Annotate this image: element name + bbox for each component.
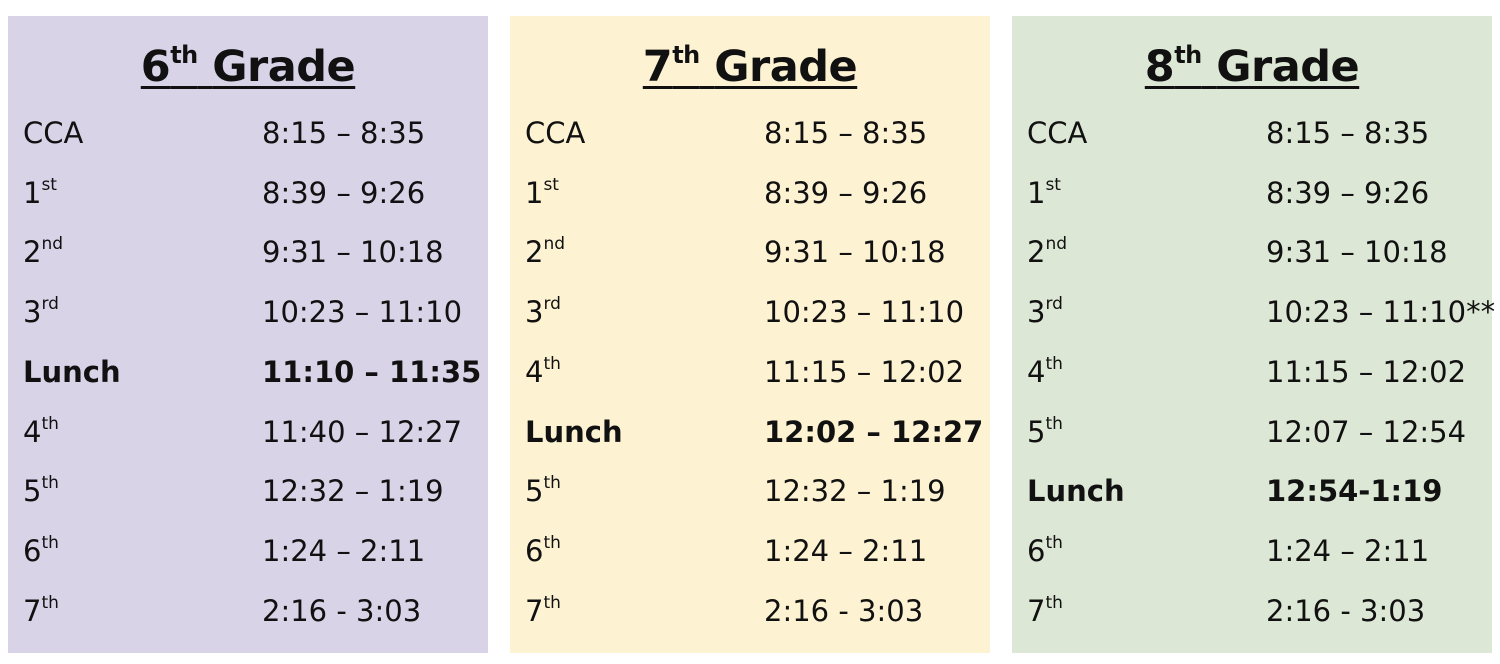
period-name: 3 (1027, 295, 1046, 330)
period-label (1027, 521, 1063, 581)
grade-panel-6 (8, 16, 488, 653)
period-label (23, 402, 59, 462)
period-row (8, 402, 488, 462)
period-time: 2:16 - 3:03 (262, 593, 422, 628)
period-label (525, 282, 561, 342)
period-row (1012, 222, 1492, 282)
grade-panel-7 (510, 16, 990, 653)
period-row (510, 521, 990, 581)
period-row (1012, 163, 1492, 223)
period-time: 10:23 – 11:10 (764, 295, 965, 330)
period-row (8, 461, 488, 521)
period-name: 5 (1027, 414, 1046, 449)
period-label (525, 103, 585, 163)
period-ordinal-suffix: nd (41, 234, 64, 255)
period-name: 7 (525, 593, 544, 628)
grade-number: 7 (642, 42, 673, 92)
period-ordinal-suffix: th (41, 473, 59, 494)
period-name: Lunch (23, 354, 121, 389)
period-label (23, 282, 59, 342)
period-ordinal-suffix: st (543, 174, 559, 195)
period-label (23, 222, 63, 282)
period-row (1012, 282, 1496, 342)
period-ordinal-suffix: nd (1045, 234, 1068, 255)
period-row (1012, 521, 1492, 581)
period-ordinal-suffix: rd (543, 294, 561, 315)
period-name: Lunch (525, 414, 623, 449)
period-label (525, 222, 565, 282)
period-row (510, 222, 990, 282)
grade-ordinal-suffix: th (672, 41, 700, 69)
grade-title (1012, 41, 1492, 92)
period-row (8, 163, 488, 223)
period-name: 1 (525, 175, 544, 210)
period-name: 5 (23, 474, 42, 509)
period-name: 1 (1027, 175, 1046, 210)
period-time: 8:15 – 8:35 (1266, 116, 1430, 150)
period-label (1027, 103, 1087, 163)
period-time: 9:31 – 10:18 (262, 235, 444, 270)
period-time: 11:15 – 12:02 (1266, 354, 1467, 389)
period-row (1012, 461, 1492, 521)
period-label (1027, 461, 1125, 521)
grade-number: 8 (1144, 42, 1175, 92)
period-time: 8:15 – 8:35 (262, 116, 426, 150)
grade-panel-8 (1012, 16, 1496, 653)
period-label (1027, 163, 1061, 223)
period-name: 4 (1027, 354, 1046, 389)
period-name: 2 (525, 235, 544, 270)
period-name: 3 (525, 295, 544, 330)
period-name: 6 (23, 533, 42, 568)
period-ordinal-suffix: rd (1045, 294, 1063, 315)
grade-word: Grade (212, 42, 356, 92)
period-row (8, 103, 488, 163)
period-ordinal-suffix: th (41, 532, 59, 553)
period-time: 8:39 – 9:26 (262, 175, 426, 210)
period-name: 6 (1027, 533, 1046, 568)
period-label (525, 163, 559, 223)
period-row (510, 581, 990, 641)
grade-number: 6 (140, 42, 171, 92)
period-ordinal-suffix: th (543, 473, 561, 494)
period-label (1027, 282, 1063, 342)
period-time: 1:24 – 2:11 (764, 533, 928, 568)
period-row (8, 222, 488, 282)
period-label (23, 163, 57, 223)
period-label (525, 581, 561, 641)
period-row (8, 581, 488, 641)
period-label (1027, 222, 1067, 282)
period-label (525, 461, 561, 521)
period-name: 7 (23, 593, 42, 628)
period-ordinal-suffix: rd (41, 294, 59, 315)
period-name: 4 (23, 414, 42, 449)
period-label (23, 342, 121, 402)
period-label (525, 402, 623, 462)
period-time: 10:23 – 11:10** (1266, 295, 1496, 330)
grade-title (510, 41, 990, 92)
period-row (1012, 103, 1492, 163)
grade-ordinal-suffix: th (170, 41, 198, 69)
period-name: 7 (1027, 593, 1046, 628)
period-label (23, 461, 59, 521)
period-ordinal-suffix: th (41, 413, 59, 434)
period-name: 5 (525, 474, 544, 509)
period-name: 4 (525, 354, 544, 389)
period-time: 8:15 – 8:35 (764, 116, 928, 150)
period-name: Lunch (1027, 474, 1125, 509)
period-time: 12:02 – 12:27 (764, 414, 984, 449)
period-ordinal-suffix: th (543, 592, 561, 613)
period-time: 10:23 – 11:10 (262, 295, 463, 330)
grade-title (8, 41, 488, 92)
period-time: 8:39 – 9:26 (764, 175, 928, 210)
period-label (525, 342, 561, 402)
period-row (8, 521, 488, 581)
period-time: 11:40 – 12:27 (262, 414, 463, 449)
period-name: 3 (23, 295, 42, 330)
period-label (1027, 581, 1063, 641)
period-name: 2 (1027, 235, 1046, 270)
period-name: 6 (525, 533, 544, 568)
period-time: 11:10 – 11:35 (262, 354, 482, 389)
period-label (23, 521, 59, 581)
period-row (510, 103, 990, 163)
period-ordinal-suffix: nd (543, 234, 566, 255)
period-time: 2:16 - 3:03 (764, 593, 924, 628)
period-ordinal-suffix: st (41, 174, 57, 195)
period-time: 1:24 – 2:11 (262, 533, 426, 568)
period-time: 2:16 - 3:03 (1266, 593, 1426, 628)
period-label (23, 103, 83, 163)
period-time: 11:15 – 12:02 (764, 354, 965, 389)
period-row (510, 342, 990, 402)
period-ordinal-suffix: th (1045, 532, 1063, 553)
period-label (23, 581, 59, 641)
period-name: CCA (23, 116, 84, 150)
period-name: CCA (525, 116, 586, 150)
period-time: 12:54-1:19 (1266, 474, 1443, 509)
period-ordinal-suffix: th (543, 532, 561, 553)
period-time: 12:07 – 12:54 (1266, 414, 1467, 449)
period-ordinal-suffix: th (543, 353, 561, 374)
period-label (1027, 402, 1063, 462)
period-label (525, 521, 561, 581)
period-time: 8:39 – 9:26 (1266, 175, 1430, 210)
period-ordinal-suffix: th (41, 592, 59, 613)
grade-word: Grade (714, 42, 858, 92)
period-name: 2 (23, 235, 42, 270)
period-time: 9:31 – 10:18 (1266, 235, 1448, 270)
period-ordinal-suffix: th (1045, 353, 1063, 374)
period-time: 1:24 – 2:11 (1266, 533, 1430, 568)
period-name: 1 (23, 175, 42, 210)
grade-ordinal-suffix: th (1174, 41, 1202, 69)
period-time: 12:32 – 1:19 (262, 474, 444, 509)
period-time: 12:32 – 1:19 (764, 474, 946, 509)
period-row (1012, 342, 1492, 402)
period-time: 9:31 – 10:18 (764, 235, 946, 270)
period-ordinal-suffix: th (1045, 413, 1063, 434)
period-row (8, 342, 488, 402)
period-row (510, 402, 990, 462)
period-row (1012, 402, 1492, 462)
period-row (510, 163, 990, 223)
period-name: CCA (1027, 116, 1088, 150)
period-ordinal-suffix: th (1045, 592, 1063, 613)
period-label (1027, 342, 1063, 402)
period-row (510, 461, 990, 521)
period-ordinal-suffix: st (1045, 174, 1061, 195)
period-row (8, 282, 488, 342)
grade-word: Grade (1216, 42, 1360, 92)
period-row (510, 282, 990, 342)
period-row (1012, 581, 1492, 641)
